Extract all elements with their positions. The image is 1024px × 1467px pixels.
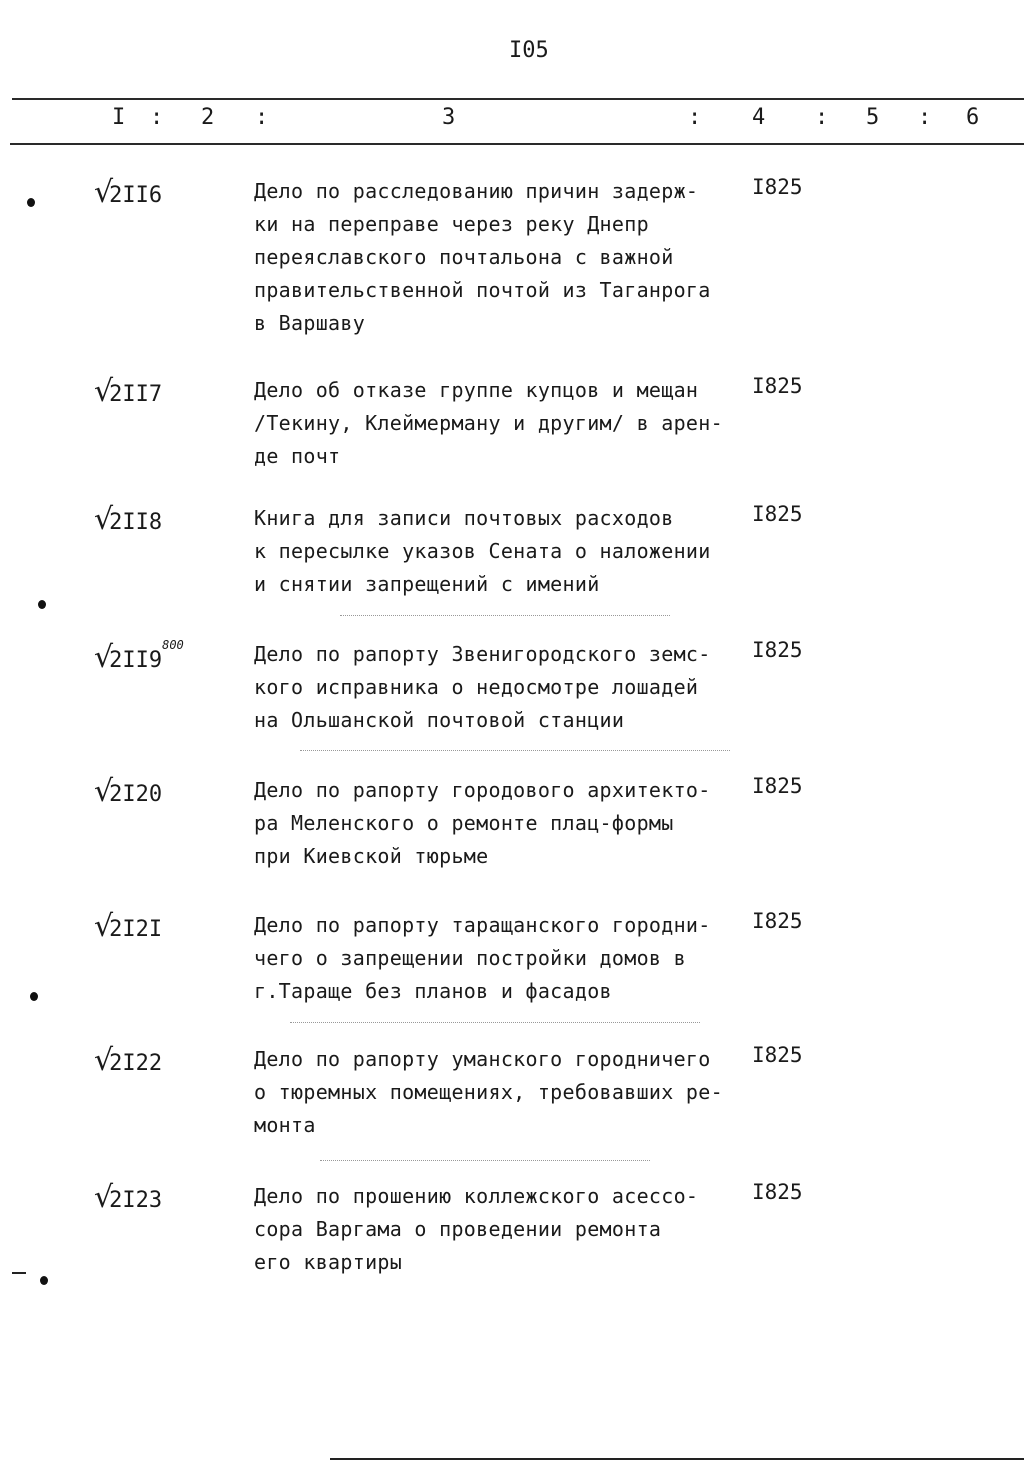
entry-description: Дело по рапорту Звенигородского земс- кого исправника о недосмотре лошадей на Ольшанской почтовой станции: [254, 642, 711, 732]
column-header-4: 4: [752, 105, 766, 130]
punch-mark: [27, 198, 35, 207]
column-header-2: 2: [201, 105, 215, 130]
column-header-3: 3: [442, 105, 456, 130]
column-header-6: 6: [966, 105, 980, 130]
scan-noise: [320, 1160, 650, 1161]
punch-mark: [38, 600, 46, 609]
entry-number-cell: [94, 374, 162, 409]
margin-dash: [12, 1272, 26, 1274]
column-separator: :: [815, 105, 829, 130]
punch-mark: [40, 1276, 48, 1285]
checkmark-icon: √: [94, 502, 114, 537]
entry-year: I825: [752, 374, 803, 398]
column-separator: :: [255, 105, 269, 130]
entry-number-cell: [94, 774, 162, 809]
entry-description: Дело по расследованию причин задерж- ки на переправе через реку Днепр переяславского почтальона с важной правительственной почтой из Таганрога в Варшаву: [254, 179, 711, 335]
column-separator: :: [688, 105, 702, 130]
entry-year: I825: [752, 774, 803, 798]
page-number: I05: [509, 38, 549, 63]
entry-description: Дело по рапорту таращанского городни- чего о запрещении постройки домов в г.Тараще без планов и фасадов: [254, 913, 711, 1003]
checkmark-icon: √: [94, 640, 114, 675]
entry-year: I825: [752, 638, 803, 662]
entry-number: 2I20: [109, 782, 163, 807]
entry-year: I825: [752, 502, 803, 526]
entry-number-cell: [94, 909, 162, 944]
column-header-1: I: [112, 105, 126, 130]
checkmark-icon: √: [94, 1043, 114, 1078]
column-separator: :: [150, 105, 164, 130]
column-header-5: 5: [866, 105, 880, 130]
entry-description: Дело об отказе группе купцов и мещан /Текину, Клеймерману и другим/ в арен- де почт: [254, 378, 723, 468]
entry-number: 2I23: [109, 1188, 163, 1213]
entry-number: 2II7: [109, 382, 163, 407]
entry-description: Дело по рапорту городового архитекто- ра Меленского о ремонте плац-формы при Киевской тюрьме: [254, 778, 711, 868]
entry-description: Дело по прошению коллежского асессо- сора Варгама о проведении ремонта его квартиры: [254, 1184, 699, 1274]
entry-year: I825: [752, 1180, 803, 1204]
checkmark-icon: √: [94, 175, 114, 210]
checkmark-icon: √: [94, 374, 114, 409]
entry-description: Книга для записи почтовых расходов к пересылке указов Сената о наложении и снятии запрещений с имений: [254, 506, 711, 596]
checkmark-icon: √: [94, 909, 114, 944]
scan-noise: [340, 615, 670, 616]
entry-number-cell: [94, 1180, 162, 1215]
checkmark-icon: √: [94, 774, 114, 809]
entry-number-cell: [94, 175, 162, 210]
scan-noise: [300, 750, 730, 751]
entry-number: 2II9: [109, 648, 163, 673]
scan-noise: [290, 1022, 700, 1023]
entry-number-cell: [94, 638, 184, 675]
table-header-rule: [10, 143, 1024, 145]
entry-year: I825: [752, 175, 803, 199]
entry-number-cell: [94, 1043, 162, 1078]
entry-description: Дело по рапорту уманского городничего о тюремных помещениях, требовавших ре- монта: [254, 1047, 723, 1137]
entry-number: 2I2I: [109, 917, 163, 942]
column-separator: :: [918, 105, 932, 130]
table-top-rule: [12, 98, 1024, 100]
entry-number: 2II6: [109, 183, 163, 208]
entry-number: 2II8: [109, 510, 163, 535]
entry-number: 2I22: [109, 1051, 163, 1076]
handwritten-note: 800: [162, 638, 184, 652]
entry-year: I825: [752, 909, 803, 933]
bottom-rule: [330, 1458, 1024, 1460]
entry-year: I825: [752, 1043, 803, 1067]
entry-number-cell: [94, 502, 162, 537]
punch-mark: [30, 992, 38, 1001]
checkmark-icon: √: [94, 1180, 114, 1215]
